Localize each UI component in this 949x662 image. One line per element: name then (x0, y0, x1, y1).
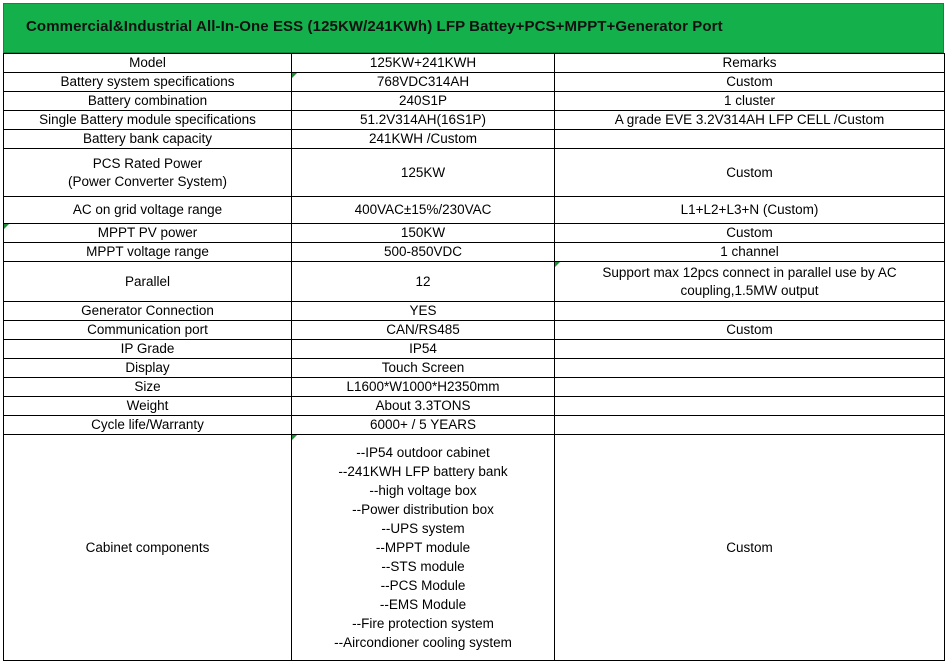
spec-label: Size (4, 378, 292, 397)
spec-value: About 3.3TONS (292, 397, 555, 416)
spec-label: AC on grid voltage range (4, 197, 292, 224)
spec-remark: Custom (555, 73, 945, 92)
spec-label: Battery system specifications (4, 73, 292, 92)
spec-label: PCS Rated Power (Power Converter System) (4, 149, 292, 197)
spec-value: 125KW+241KWH (292, 54, 555, 73)
spec-label: IP Grade (4, 340, 292, 359)
table-row (4, 340, 945, 359)
table-row (4, 397, 945, 416)
spec-remark: Custom (555, 224, 945, 243)
spec-value: 240S1P (292, 92, 555, 111)
table-row (4, 435, 945, 661)
spec-value: YES (292, 302, 555, 321)
spec-remark (555, 378, 945, 397)
spec-remark (555, 359, 945, 378)
spec-value: 125KW (292, 149, 555, 197)
spec-label: Battery bank capacity (4, 130, 292, 149)
spec-value: 150KW (292, 224, 555, 243)
table-row (4, 73, 945, 92)
spec-remark: L1+L2+L3+N (Custom) (555, 197, 945, 224)
spec-label: Communication port (4, 321, 292, 340)
table-row (4, 149, 945, 197)
spec-remark: Support max 12pcs connect in parallel use by AC coupling,1.5MW output (555, 262, 945, 302)
table-row (4, 224, 945, 243)
spec-label: Model (4, 54, 292, 73)
table-row (4, 321, 945, 340)
spec-value: Touch Screen (292, 359, 555, 378)
spec-label: Display (4, 359, 292, 378)
table-row (4, 378, 945, 397)
spec-label: Single Battery module specifications (4, 111, 292, 130)
spec-label: Weight (4, 397, 292, 416)
table-row (4, 359, 945, 378)
sheet-title: Commercial&Industrial All-In-One ESS (125KW/241KWh) LFP Battey+PCS+MPPT+Generator Port (26, 18, 723, 35)
title-banner (3, 3, 944, 53)
spec-remark: Custom (555, 435, 945, 661)
spec-value: 241KWH /Custom (292, 130, 555, 149)
table-row (4, 130, 945, 149)
spec-value: L1600*W1000*H2350mm (292, 378, 555, 397)
spec-value: 400VAC±15%/230VAC (292, 197, 555, 224)
spec-remark (555, 340, 945, 359)
spec-value: 51.2V314AH(16S1P) (292, 111, 555, 130)
spec-remark: Custom (555, 149, 945, 197)
spec-label: Generator Connection (4, 302, 292, 321)
spec-remark: A grade EVE 3.2V314AH LFP CELL /Custom (555, 111, 945, 130)
spec-label: Cycle life/Warranty (4, 416, 292, 435)
spec-value: IP54 (292, 340, 555, 359)
spec-value: 6000+ / 5 YEARS (292, 416, 555, 435)
spec-label: Parallel (4, 262, 292, 302)
spec-remark: 1 channel (555, 243, 945, 262)
spec-remark: Custom (555, 321, 945, 340)
spec-remark: Remarks (555, 54, 945, 73)
spec-label: Cabinet components (4, 435, 292, 661)
spec-remark (555, 397, 945, 416)
table-row (4, 92, 945, 111)
table-row (4, 197, 945, 224)
table-row (4, 416, 945, 435)
spec-label: MPPT PV power (4, 224, 292, 243)
table-row (4, 262, 945, 302)
table-row (4, 243, 945, 262)
spec-table (3, 53, 945, 661)
spec-label: MPPT voltage range (4, 243, 292, 262)
spec-remark (555, 302, 945, 321)
table-row (4, 302, 945, 321)
spec-remark (555, 416, 945, 435)
spec-value: 12 (292, 262, 555, 302)
spec-label: Battery combination (4, 92, 292, 111)
spec-value: --IP54 outdoor cabinet --241KWH LFP battery bank --high voltage box --Power distribution box --UPS system --MPPT module --STS module --PCS Module --EMS Module --Fire protection system --Aircondioner cooling system (292, 435, 555, 661)
spec-remark: 1 cluster (555, 92, 945, 111)
spec-remark (555, 130, 945, 149)
spec-value: CAN/RS485 (292, 321, 555, 340)
table-row (4, 111, 945, 130)
spec-value: 768VDC314AH (292, 73, 555, 92)
table-row (4, 54, 945, 73)
spec-value: 500-850VDC (292, 243, 555, 262)
